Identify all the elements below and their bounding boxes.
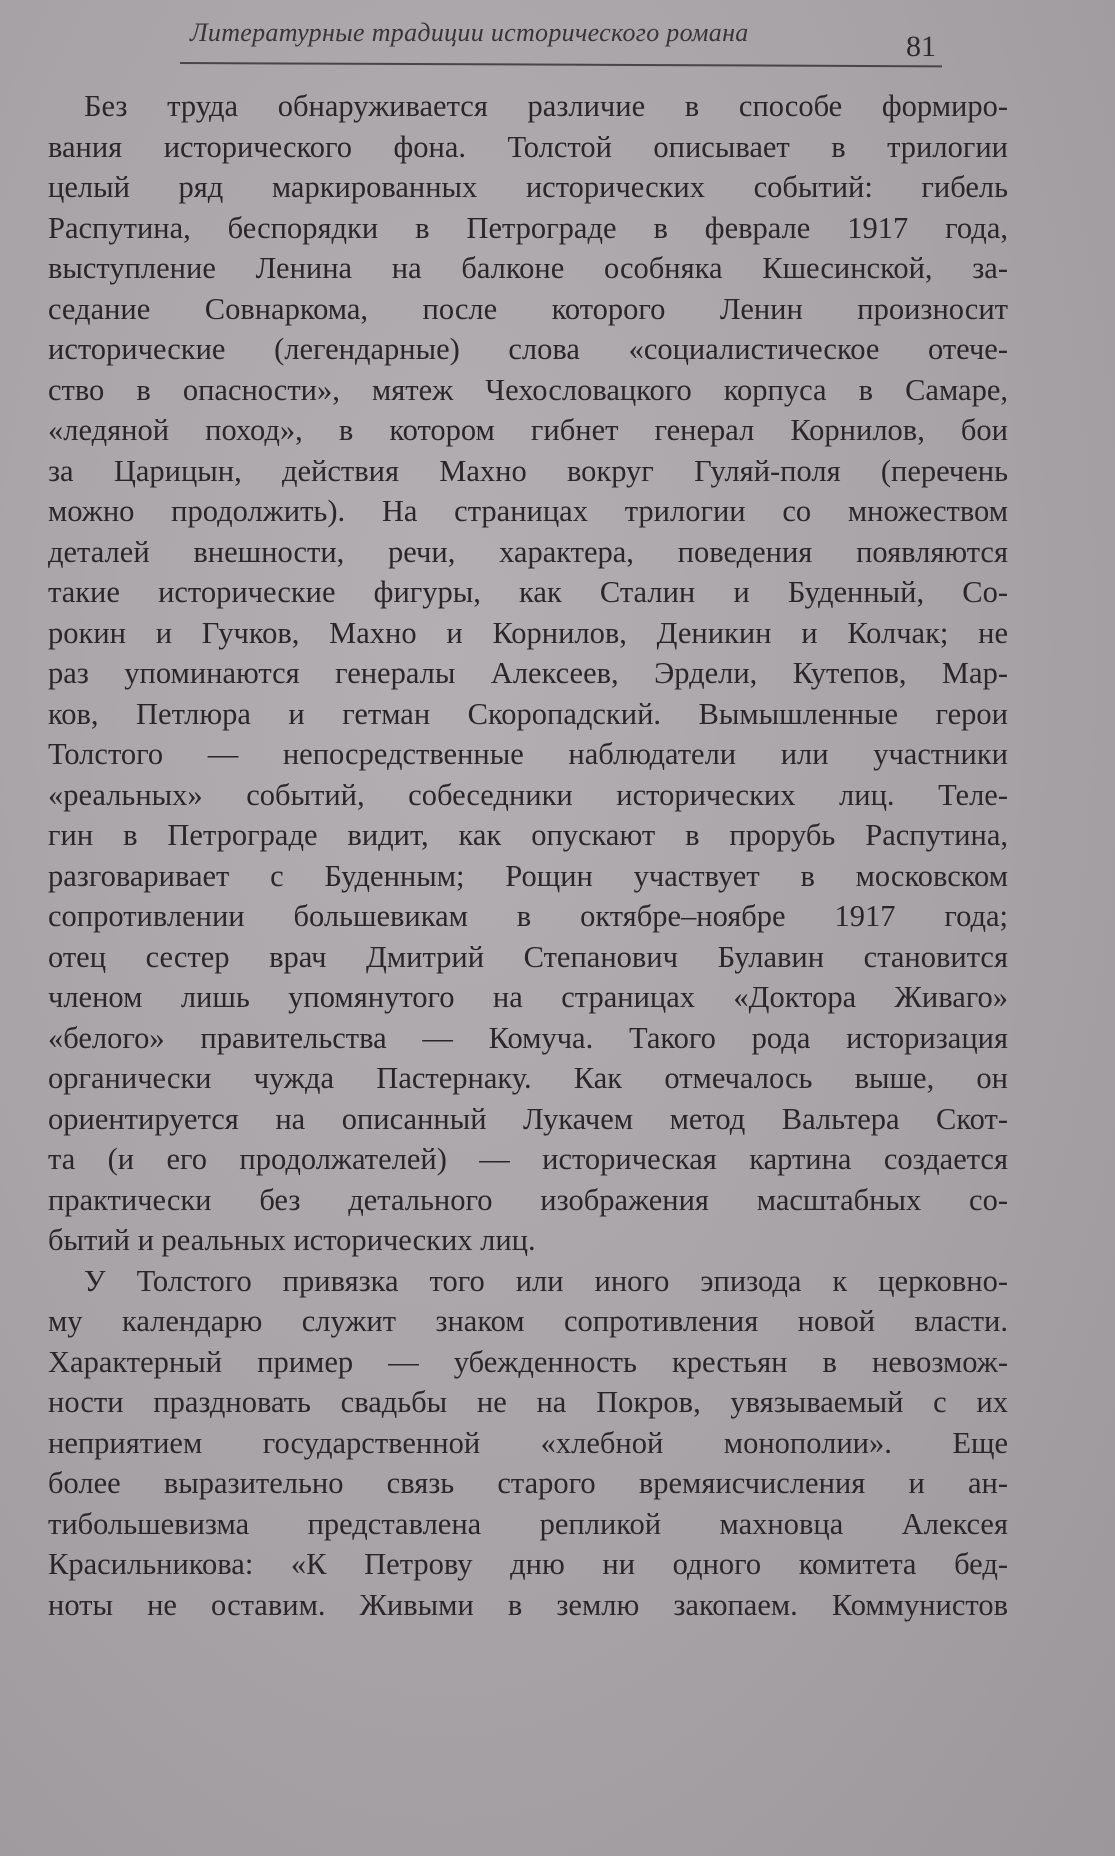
text-line: му календарю служит знаком сопротивления новой власти. <box>48 1304 1008 1338</box>
paragraph-1 <box>48 86 1008 1261</box>
text-line: целый ряд маркированных исторических событий: гибель <box>48 170 1008 204</box>
text-line: раз упоминаются генералы Алексеев, Эрдели, Кутепов, Мар- <box>48 656 1008 690</box>
text-line: рокин и Гучков, Махно и Корнилов, Деникин и Колчак; не <box>48 615 1008 650</box>
text-line: тибольшевизма представлена репликой махновца Алексея <box>48 1506 1008 1541</box>
text-line: Распутина, беспорядки в Петрограде в феврале 1917 года, <box>48 210 1008 245</box>
text-line: У Толстого привязка того или иного эпизода к церковно- <box>84 1263 1008 1298</box>
text-line: отец сестер врач Дмитрий Степанович Булавин становится <box>48 939 1008 974</box>
text-line: седание Совнаркома, после которого Ленин произносит <box>48 291 1008 326</box>
text-line: такие исторические фигуры, как Сталин и Буденный, Со- <box>48 575 1008 609</box>
text-line: разговаривает с Буденным; Рощин участвует в московском <box>48 858 1008 893</box>
text-line: ков, Петлюра и гетман Скоропадский. Вымышленные герои <box>48 696 1008 731</box>
text-line: более выразительно связь старого времяисчисления и ан- <box>48 1466 1008 1500</box>
running-title: Литературные традиции исторического романа <box>190 18 749 47</box>
text-line: можно продолжить). На страницах трилогии со множеством <box>48 494 1008 528</box>
text-line: Красильникова: «К Петрову дню ни одного комитета бед- <box>48 1547 1008 1581</box>
text-line: «реальных» событий, собеседники исторических лиц. Теле- <box>48 777 1008 812</box>
text-line: выступление Ленина на балконе особняка Кшесинской, за- <box>48 251 1008 285</box>
text-line: ности праздновать свадьбы не на Покров, увязываемый с их <box>48 1385 1008 1419</box>
paragraph-2 <box>48 1261 1008 1626</box>
text-line: гин в Петрограде видит, как опускают в прорубь Распутина, <box>48 818 1008 852</box>
text-line: деталей внешности, речи, характера, поведения появляются <box>48 534 1008 569</box>
text-line: «белого» правительства — Комуча. Такого рода историзация <box>48 1020 1008 1055</box>
text-line: органически чужда Пастернаку. Как отмечалось выше, он <box>48 1061 1008 1095</box>
text-line: Толстого — непосредственные наблюдатели или участники <box>48 737 1008 771</box>
text-line: неприятием государственной «хлебной монополии». Еще <box>48 1425 1008 1460</box>
text-line: практически без детального изображения масштабных со- <box>48 1182 1008 1217</box>
text-line: за Царицын, действия Махно вокруг Гуляй-поля (перечень <box>48 453 1008 488</box>
text-line: сопротивлении большевикам в октябре–ноябре 1917 года; <box>48 899 1008 933</box>
text-line: бытий и реальных исторических лиц. <box>48 1223 536 1257</box>
text-line: Без труда обнаруживается различие в способе формиро- <box>84 89 1008 123</box>
page-number: 81 <box>906 30 936 63</box>
text-line: ориентируется на описанный Лукачем метод Вальтера Скот- <box>48 1101 1008 1136</box>
header-rule <box>180 62 942 67</box>
text-line: та (и его продолжателей) — историческая картина создается <box>48 1142 1008 1176</box>
text-line: ство в опасности», мятеж Чехословацкого корпуса в Самаре, <box>48 372 1008 407</box>
text-line: Характерный пример — убежденность крестьян в невозмож- <box>48 1344 1008 1379</box>
text-line: ноты не оставим. Живыми в землю закопаем. Коммунистов <box>48 1587 1008 1622</box>
text-line: членом лишь упомянутого на страницах «Доктора Живаго» <box>48 980 1008 1014</box>
text-line: вания исторического фона. Толстой описывает в трилогии <box>48 129 1008 164</box>
text-line: исторические (легендарные) слова «социалистическое отече- <box>48 332 1008 366</box>
body-text <box>48 86 1008 1625</box>
text-line: «ледяной поход», в котором гибнет генерал Корнилов, бои <box>48 413 1008 447</box>
